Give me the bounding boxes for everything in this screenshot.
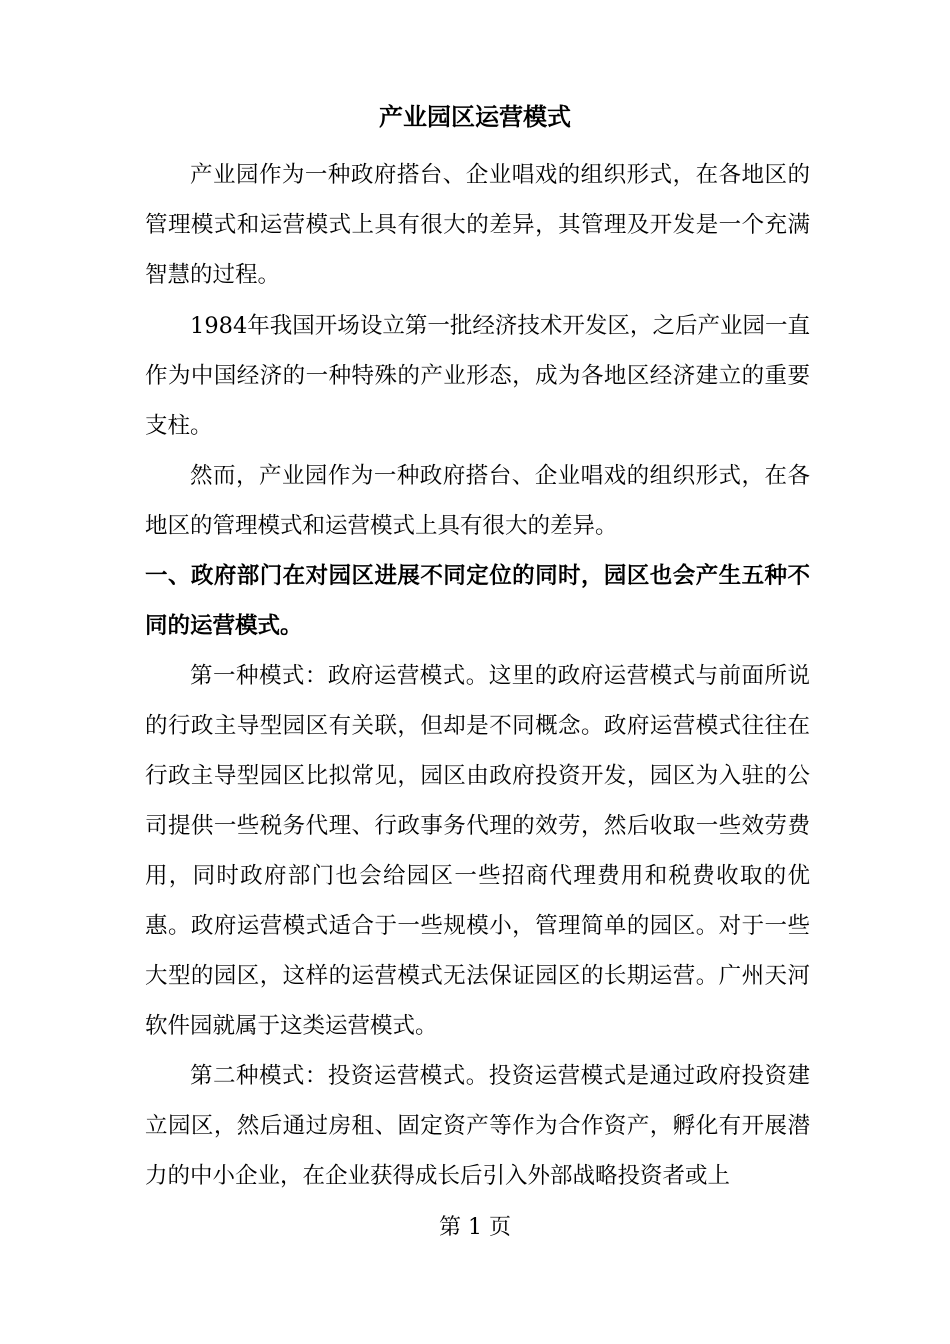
paragraph-differences: 然而，产业园作为一种政府搭台、企业唱戏的组织形式，在各地区的管理模式和运营模式上具有很大的差异。	[145, 463, 810, 539]
paragraph-history: 1984年我国开场设立第一批经济技术开发区，之后产业园一直作为中国经济的一种特殊的产业形态，成为各地区经济建立的重要支柱。	[145, 313, 810, 439]
paragraph-mode-two: 第二种模式：投资运营模式。投资运营模式是通过政府投资建立园区，然后通过房租、固定资产等作为合作资产，孵化有开展潜力的中小企业，在企业获得成长后引入外部战略投资者或上	[145, 1063, 810, 1189]
page-title: 产业园区运营模式	[379, 103, 571, 131]
section-heading: 一、政府部门在对园区进展不同定位的同时，园区也会产生五种不同的运营模式。	[145, 563, 810, 639]
document-body	[145, 150, 810, 1201]
page-number: 第 1 页	[439, 1215, 511, 1240]
paragraph-mode-one: 第一种模式：政府运营模式。这里的政府运营模式与前面所说的行政主导型园区有关联，但却是不同概念。政府运营模式往往在行政主导型园区比拟常见，园区由政府投资开发，园区为入驻的公司提供一些税务代理、行政事务代理的效劳，然后收取一些效劳费用，同时政府部门也会给园区一些招商代理费用和税费收取的优惠。政府运营模式适合于一些规模小，管理简单的园区。对于一些大型的园区，这样的运营模式无法保证园区的长期运营。广州天河软件园就属于这类运营模式。	[145, 663, 810, 1039]
paragraph-intro: 产业园作为一种政府搭台、企业唱戏的组织形式，在各地区的管理模式和运营模式上具有很大的差异，其管理及开发是一个充满智慧的过程。	[145, 162, 810, 288]
